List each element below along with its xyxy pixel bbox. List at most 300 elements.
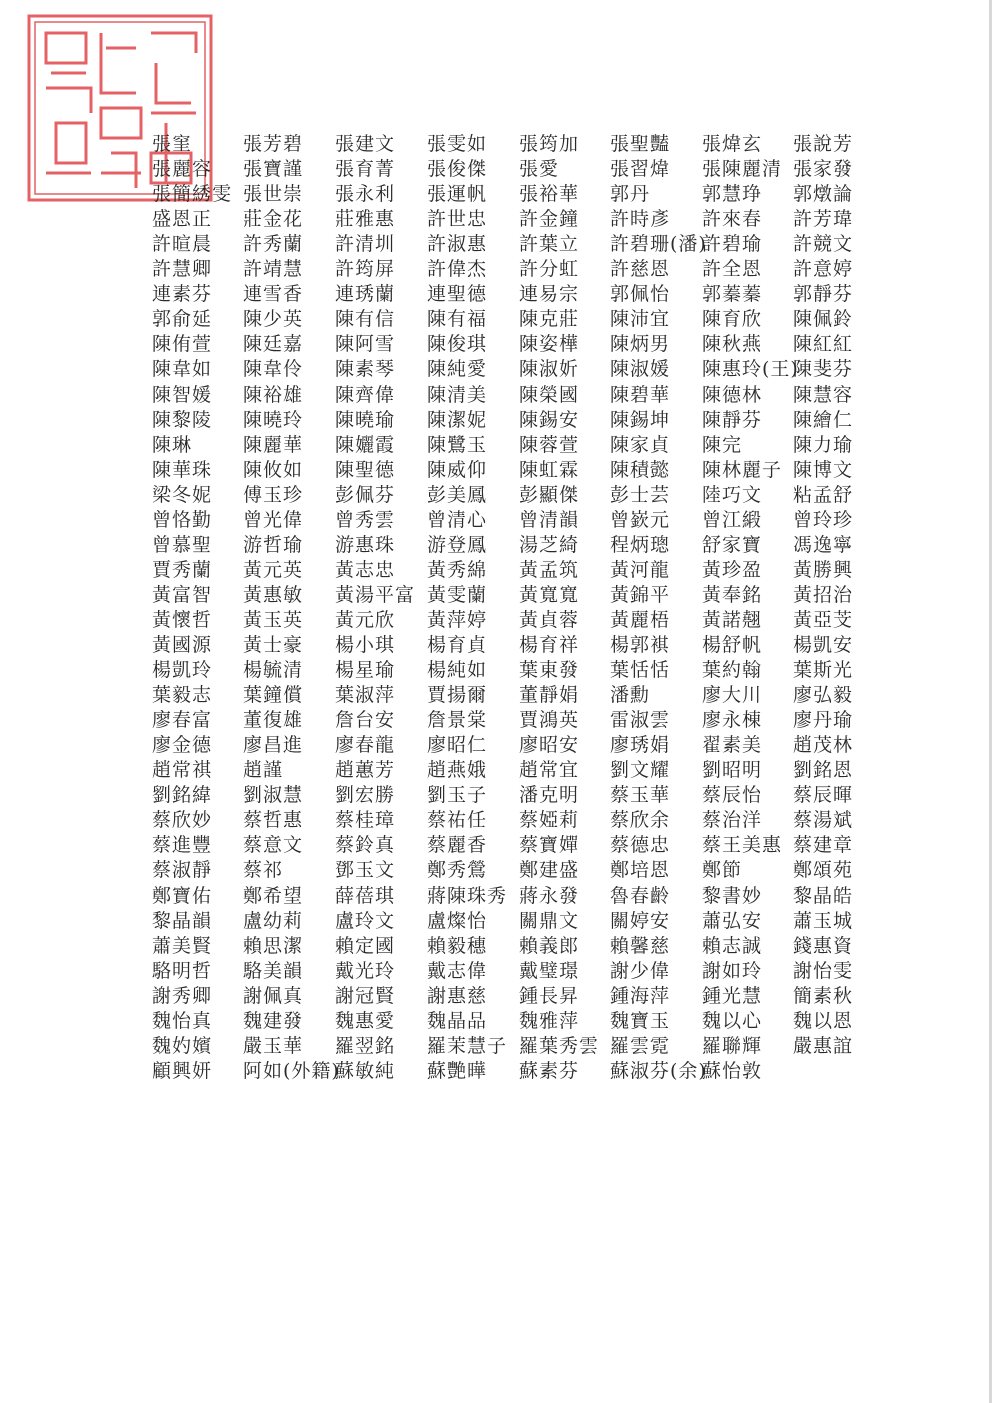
name-entry: 賈鴻英	[519, 709, 580, 732]
name-entry: 陳威仰	[427, 458, 488, 481]
name-entry: 黃玉英	[243, 608, 304, 631]
name-entry: 張運帆	[427, 183, 488, 206]
name-entry: 簡素秋	[793, 984, 854, 1007]
name-entry: 陳黎陵	[152, 408, 213, 431]
name-entry: 劉玉子	[427, 784, 488, 807]
name-entry: 彭美鳳	[427, 483, 488, 506]
name-entry: 詹景棠	[427, 709, 488, 732]
name-entry: 楊毓清	[243, 659, 304, 682]
name-entry: 連易宗	[519, 283, 580, 306]
name-entry: 陳靜芬	[702, 408, 763, 431]
name-entry: 陳秋燕	[702, 333, 763, 356]
name-entry: 謝少偉	[610, 959, 671, 982]
name-entry: 陳華珠	[152, 458, 213, 481]
name-entry: 盧燦怡	[427, 909, 488, 932]
name-entry: 郭靜芬	[793, 283, 854, 306]
name-entry: 蘇怡敦	[702, 1059, 763, 1082]
name-entry: 鄭希望	[243, 884, 304, 907]
name-entry: 賴馨慈	[610, 934, 671, 957]
name-entry: 郭丹	[610, 183, 651, 206]
name-entry: 賴思潔	[243, 934, 304, 957]
name-entry: 蔡建章	[793, 834, 854, 857]
name-entry: 陳林麗子	[702, 458, 783, 481]
name-entry: 陳孋霞	[335, 433, 396, 456]
name-entry: 駱美韻	[243, 959, 304, 982]
name-entry: 張家發	[793, 158, 854, 181]
name-entry: 羅翌銘	[335, 1034, 396, 1057]
name-entry: 陳琳	[152, 433, 193, 456]
name-entry: 蔡湯斌	[793, 809, 854, 832]
name-entry: 曾恪勤	[152, 508, 213, 531]
name-entry: 黃招治	[793, 583, 854, 606]
name-entry: 賈秀蘭	[152, 558, 213, 581]
name-entry: 蔡麗香	[427, 834, 488, 857]
name-entry: 蘇敏純	[335, 1059, 396, 1082]
name-entry: 楊小琪	[335, 634, 396, 656]
name-entry: 潘勳	[610, 684, 651, 707]
name-entry: 陳佩鈴	[793, 308, 854, 331]
name-entry: 顧興妍	[152, 1059, 213, 1082]
name-entry: 莊雅惠	[335, 208, 396, 231]
name-entry: 趙常祺	[152, 759, 213, 782]
name-entry: 陳素琴	[335, 358, 396, 381]
name-entry: 葉東發	[519, 659, 580, 682]
name-entry: 傅玉珍	[243, 483, 304, 506]
name-entry: 謝如玲	[702, 959, 763, 982]
name-entry: 廖弘毅	[793, 684, 854, 707]
name-entry: 張簡綉雯	[152, 183, 233, 206]
name-entry: 張說芳	[793, 133, 854, 155]
name-entry: 張陳麗清	[702, 158, 783, 181]
name-entry: 曾玲珍	[793, 508, 854, 531]
name-entry: 許偉杰	[427, 258, 488, 281]
name-entry: 陳紅紅	[793, 333, 854, 356]
name-entry: 許慈恩	[610, 258, 671, 281]
name-entry: 蔡祁	[243, 859, 284, 882]
name-entry: 陳潔妮	[427, 408, 488, 431]
name-entry: 陳裕雄	[243, 383, 304, 406]
name-entry: 陳博文	[793, 458, 854, 481]
name-entry: 黃懷哲	[152, 608, 213, 631]
name-entry: 黃奉銘	[702, 583, 763, 606]
name-entry: 陳有福	[427, 308, 488, 331]
name-entry: 謝怡雯	[793, 959, 854, 982]
name-entry: 黃勝興	[793, 558, 854, 581]
name-entry: 董復雄	[243, 709, 304, 732]
name-entry: 魏晶品	[427, 1009, 488, 1032]
name-entry: 彭顯傑	[519, 483, 580, 506]
name-entry: 鄭節	[702, 859, 743, 882]
name-entry: 黃富智	[152, 583, 213, 606]
name-entry: 鍾長昇	[519, 984, 580, 1007]
name-entry: 黃亞芠	[793, 608, 854, 631]
name-entry: 蕭美賢	[152, 934, 213, 957]
name-entry: 趙燕娥	[427, 759, 488, 782]
name-entry: 賈揚爾	[427, 684, 488, 707]
name-entry: 許淑惠	[427, 233, 488, 256]
name-entry: 戴光玲	[335, 959, 396, 982]
name-entry: 陳曉玲	[243, 408, 304, 431]
name-entry: 趙蕙芳	[335, 759, 396, 782]
name-entry: 蔡德忠	[610, 834, 671, 857]
name-entry: 賴毅穗	[427, 934, 488, 957]
name-entry: 陳曉瑜	[335, 408, 396, 431]
name-entry: 羅聯輝	[702, 1034, 763, 1057]
name-entry: 陳虹霖	[519, 458, 580, 481]
name-entry: 魏雅萍	[519, 1009, 580, 1032]
name-entry: 湯芝綺	[519, 533, 580, 556]
name-entry: 趙茂林	[793, 734, 854, 757]
name-entry: 張愛	[519, 158, 560, 181]
name-entry: 陳積懿	[610, 458, 671, 481]
name-entry: 陳俊琪	[427, 333, 488, 356]
name-entry: 張筠加	[519, 133, 580, 155]
name-entry: 許暄晨	[152, 233, 213, 256]
name-entry: 陳廷嘉	[243, 333, 304, 356]
name-entry: 陳攸如	[243, 458, 304, 481]
name-entry: 葉約翰	[702, 659, 763, 682]
name-entry: 蔡鈴真	[335, 834, 396, 857]
name-entry: 魏建發	[243, 1009, 304, 1032]
name-entry: 張窐	[152, 133, 193, 155]
name-entry: 許秀蘭	[243, 233, 304, 256]
name-entry: 鄧玉文	[335, 859, 396, 882]
name-entry: 郭佩怡	[610, 283, 671, 306]
name-entry: 魏以心	[702, 1009, 763, 1032]
name-entry: 錢惠資	[793, 934, 854, 957]
name-entry: 嚴玉華	[243, 1034, 304, 1057]
name-entry: 粘孟舒	[793, 483, 854, 506]
name-entry: 許金鐘	[519, 208, 580, 231]
name-entry: 黃孟筑	[519, 558, 580, 581]
name-entry: 嚴惠誼	[793, 1034, 854, 1057]
name-entry: 鄭寶佑	[152, 884, 213, 907]
name-entry: 廖金德	[152, 734, 213, 757]
name-entry: 蔡進豐	[152, 834, 213, 857]
name-entry: 翟素美	[702, 734, 763, 757]
name-entry: 黎書妙	[702, 884, 763, 907]
name-entry: 蔡辰怡	[702, 784, 763, 807]
name-entry: 陳聖德	[335, 458, 396, 481]
name-entry: 游惠珠	[335, 533, 396, 556]
name-entry: 蔡玉華	[610, 784, 671, 807]
name-entry: 陳錫安	[519, 408, 580, 431]
name-entry: 鄭頌苑	[793, 859, 854, 882]
name-entry: 劉淑慧	[243, 784, 304, 807]
name-entry: 陳錫坤	[610, 408, 671, 431]
name-entry: 潘克明	[519, 784, 580, 807]
name-entry: 黃志忠	[335, 558, 396, 581]
name-entry: 黃萍婷	[427, 608, 488, 631]
name-entry: 蔡欣妙	[152, 809, 213, 832]
name-entry: 曾江緞	[702, 508, 763, 531]
name-entry: 陳姿樺	[519, 333, 580, 356]
name-entry: 黃元英	[243, 558, 304, 581]
name-entry: 曾秀雲	[335, 508, 396, 531]
name-entry: 陳齊偉	[335, 383, 396, 406]
name-entry: 葉淑萍	[335, 684, 396, 707]
name-entry: 楊郭褀	[610, 634, 671, 656]
name-entry: 廖丹瑜	[793, 709, 854, 732]
name-entry: 劉昭明	[702, 759, 763, 782]
name-entry: 張習煒	[610, 158, 671, 181]
name-entry: 連雪香	[243, 283, 304, 306]
name-entry: 黃元欣	[335, 608, 396, 631]
name-entry: 賴志誠	[702, 934, 763, 957]
name-entry: 戴璧璟	[519, 959, 580, 982]
name-entry: 張雯如	[427, 133, 488, 155]
name-entry: 陳惠玲(王)	[702, 358, 799, 381]
name-entry: 游哲瑜	[243, 533, 304, 556]
name-entry: 張育菁	[335, 158, 396, 181]
name-entry: 陳清美	[427, 383, 488, 406]
name-entry: 蘇淑芬(余)	[610, 1059, 707, 1082]
name-entry: 曾光偉	[243, 508, 304, 531]
name-entry: 謝佩真	[243, 984, 304, 1007]
name-entry: 張煒玄	[702, 133, 763, 155]
name-entry: 陳麗華	[243, 433, 304, 456]
name-entry: 張聖豔	[610, 133, 671, 155]
name-entry: 劉文耀	[610, 759, 671, 782]
name-entry: 許芳瑋	[793, 208, 854, 231]
name-entry: 曾慕聖	[152, 533, 213, 556]
name-entry: 楊凱安	[793, 634, 854, 656]
name-entry: 梁冬妮	[152, 483, 213, 506]
name-entry: 黃國源	[152, 634, 213, 656]
name-entry: 陸巧文	[702, 483, 763, 506]
name-entry: 魏以恩	[793, 1009, 854, 1032]
name-entry: 楊育祥	[519, 634, 580, 656]
name-entry: 陳斐芬	[793, 358, 854, 381]
name-entry: 蔡桂璋	[335, 809, 396, 832]
name-entry: 雷淑雲	[610, 709, 671, 732]
name-entry: 舒家寶	[702, 533, 763, 556]
name-entry: 蔡辰暉	[793, 784, 854, 807]
name-entry: 葉恬恬	[610, 659, 671, 682]
name-entry: 陳克莊	[519, 308, 580, 331]
name-entry: 張寶謹	[243, 158, 304, 181]
name-entry: 許意婷	[793, 258, 854, 281]
name-entry: 黃麗梧	[610, 608, 671, 631]
name-entry: 鍾海萍	[610, 984, 671, 1007]
name-entry: 羅葉秀雲	[519, 1034, 600, 1057]
name-entry: 謝惠慈	[427, 984, 488, 1007]
name-entry: 戴志偉	[427, 959, 488, 982]
name-entry: 葉斯光	[793, 659, 854, 682]
name-entry: 陳家貞	[610, 433, 671, 456]
name-entry: 連琇蘭	[335, 283, 396, 306]
name-entry: 黃士豪	[243, 634, 304, 656]
name-entry: 黃河龍	[610, 558, 671, 581]
name-entry: 陳榮國	[519, 383, 580, 406]
name-entry: 許慧卿	[152, 258, 213, 281]
name-entry: 連聖德	[427, 283, 488, 306]
name-entry: 莊金花	[243, 208, 304, 231]
name-entry: 郭慧琤	[702, 183, 763, 206]
name-entry: 謝秀卿	[152, 984, 213, 1007]
name-entry: 關鼎文	[519, 909, 580, 932]
name-entry: 廖琇娟	[610, 734, 671, 757]
name-entry: 黃雯蘭	[427, 583, 488, 606]
name-entry: 連素芬	[152, 283, 213, 306]
name-entry: 蕭弘安	[702, 909, 763, 932]
name-entry: 許葉立	[519, 233, 580, 256]
name-entry: 陳侑萱	[152, 333, 213, 356]
name-entry: 許清圳	[335, 233, 396, 256]
name-entry: 蔣永發	[519, 884, 580, 907]
name-entry: 張世崇	[243, 183, 304, 206]
name-entry: 劉銘緯	[152, 784, 213, 807]
name-entry: 楊純如	[427, 659, 488, 682]
name-entry: 盧玲文	[335, 909, 396, 932]
name-entry: 張建文	[335, 133, 396, 155]
name-entry: 陳沛宜	[610, 308, 671, 331]
name-entry: 郭燉論	[793, 183, 854, 206]
name-entry: 陳碧華	[610, 383, 671, 406]
name-entry: 鄭培恩	[610, 859, 671, 882]
name-entry: 詹台安	[335, 709, 396, 732]
name-entry: 曾嶔元	[610, 508, 671, 531]
name-entry: 陳有信	[335, 308, 396, 331]
name-entry: 魏怡真	[152, 1009, 213, 1032]
name-entry: 許來春	[702, 208, 763, 231]
name-entry: 黃惠敏	[243, 583, 304, 606]
name-entry: 許筠屏	[335, 258, 396, 281]
name-entry: 陳淑媛	[610, 358, 671, 381]
name-entry: 劉銘恩	[793, 759, 854, 782]
name-entry: 蕭玉城	[793, 909, 854, 932]
name-entry: 趙常宜	[519, 759, 580, 782]
name-entry: 曾清心	[427, 508, 488, 531]
name-entry: 蘇素芬	[519, 1059, 580, 1082]
name-entry: 黃秀綿	[427, 558, 488, 581]
name-entry: 陳鷺玉	[427, 433, 488, 456]
name-entry: 馮逸寧	[793, 533, 854, 556]
name-entry: 郭蓁蓁	[702, 283, 763, 306]
name-entry: 黎晶皓	[793, 884, 854, 907]
name-entry: 曾清韻	[519, 508, 580, 531]
name-entry: 廖春龍	[335, 734, 396, 757]
name-entry: 許世忠	[427, 208, 488, 231]
name-entry: 魯春齡	[610, 884, 671, 907]
name-entry: 游登鳳	[427, 533, 488, 556]
name-entry: 葉毅志	[152, 684, 213, 707]
name-entry: 許分虹	[519, 258, 580, 281]
name-entry: 魏寶玉	[610, 1009, 671, 1032]
name-entry: 黎晶韻	[152, 909, 213, 932]
name-entry: 陳完	[702, 433, 743, 456]
name-entry: 黃湯平富	[335, 583, 416, 606]
name-entry: 彭士芸	[610, 483, 671, 506]
name-entry: 廖昭仁	[427, 734, 488, 757]
name-entry: 黃珍盈	[702, 558, 763, 581]
name-entry: 董靜娟	[519, 684, 580, 707]
name-entry: 鄭建盛	[519, 859, 580, 882]
name-entry: 許碧瑜	[702, 233, 763, 256]
name-entry: 葉鐘償	[243, 684, 304, 707]
name-entry: 陳純愛	[427, 358, 488, 381]
name-entry: 廖大川	[702, 684, 763, 707]
name-entry: 廖昭安	[519, 734, 580, 757]
name-entry: 駱明哲	[152, 959, 213, 982]
name-entry: 廖昌進	[243, 734, 304, 757]
name-entry: 陳力瑜	[793, 433, 854, 456]
name-entry: 許全恩	[702, 258, 763, 281]
name-entry: 關婷安	[610, 909, 671, 932]
name-entry: 蔣陳珠秀	[427, 884, 508, 907]
name-entry: 黃諾翹	[702, 608, 763, 631]
name-entry: 陳淑妡	[519, 358, 580, 381]
name-entry: 彭佩芬	[335, 483, 396, 506]
name-entry: 陳智媛	[152, 383, 213, 406]
name-entry: 薛蓓琪	[335, 884, 396, 907]
name-entry: 蔡王美惠	[702, 834, 783, 857]
name-entry: 陳阿雪	[335, 333, 396, 356]
name-entry: 謝冠賢	[335, 984, 396, 1007]
name-entry: 蔡婭莉	[519, 809, 580, 832]
name-entry: 許靖慧	[243, 258, 304, 281]
name-entry: 蘇艷曄	[427, 1059, 488, 1082]
name-entry: 阿如(外籍)	[243, 1059, 340, 1082]
name-entry: 蔡治洋	[702, 809, 763, 832]
name-entry: 楊舒帆	[702, 634, 763, 656]
name-entry: 劉宏勝	[335, 784, 396, 807]
name-entry: 蔡意文	[243, 834, 304, 857]
name-entry: 楊星瑜	[335, 659, 396, 682]
name-entry: 許碧珊(潘)	[610, 233, 707, 256]
name-entry: 廖春富	[152, 709, 213, 732]
name-entry: 陳育欣	[702, 308, 763, 331]
name-entry: 蔡寶嬋	[519, 834, 580, 857]
name-entry: 賴義郎	[519, 934, 580, 957]
name-entry: 張俊傑	[427, 158, 488, 181]
name-entry: 陳蓉萱	[519, 433, 580, 456]
name-entry: 陳德林	[702, 383, 763, 406]
name-entry: 陳慧容	[793, 383, 854, 406]
name-entry: 陳韋如	[152, 358, 213, 381]
name-entry: 張麗容	[152, 158, 213, 181]
name-entry: 蔡淑靜	[152, 859, 213, 882]
name-entry: 張裕華	[519, 183, 580, 206]
name-entry: 張芳碧	[243, 133, 304, 155]
name-entry: 鄭秀鶯	[427, 859, 488, 882]
name-entry: 黃錦平	[610, 583, 671, 606]
name-entry: 羅茉慧子	[427, 1034, 508, 1057]
name-entry: 魏惠愛	[335, 1009, 396, 1032]
name-entry: 許時彥	[610, 208, 671, 231]
name-entry: 羅雲霓	[610, 1034, 671, 1057]
name-entry: 陳繪仁	[793, 408, 854, 431]
name-entry: 盛恩正	[152, 208, 213, 231]
name-entry: 陳炳男	[610, 333, 671, 356]
name-entry: 黃貞蓉	[519, 608, 580, 631]
name-entry: 楊育貞	[427, 634, 488, 656]
name-entry: 蔡祐任	[427, 809, 488, 832]
name-entry: 蔡哲惠	[243, 809, 304, 832]
name-entry: 蔡欣余	[610, 809, 671, 832]
name-entry: 郭俞延	[152, 308, 213, 331]
name-entry: 許競文	[793, 233, 854, 256]
name-entry: 陳少英	[243, 308, 304, 331]
name-entry: 鍾光慧	[702, 984, 763, 1007]
name-entry: 黃寬寬	[519, 583, 580, 606]
name-entry: 陳韋伶	[243, 358, 304, 381]
name-entry: 楊凱玲	[152, 659, 213, 682]
name-entry: 魏妁嬪	[152, 1034, 213, 1057]
name-entry: 張永利	[335, 183, 396, 206]
name-entry: 程炳璁	[610, 533, 671, 556]
name-entry: 廖永棟	[702, 709, 763, 732]
